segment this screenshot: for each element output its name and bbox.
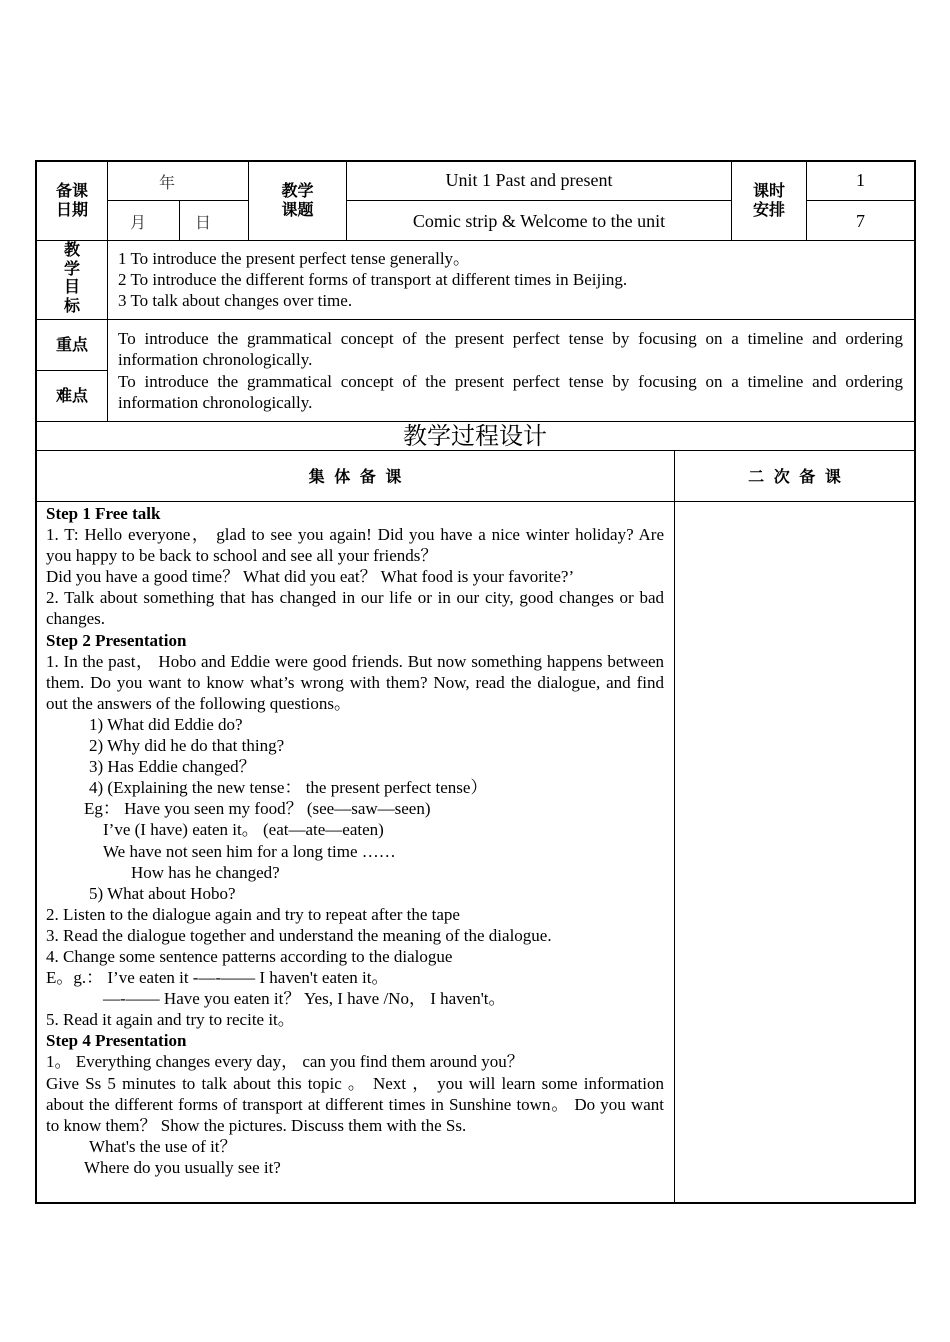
difficult-point-text: To introduce the grammatical concept of the present perfect tense by focusing on a timeline and ordering information chronologically. (118, 372, 903, 413)
objectives-list (118, 248, 903, 311)
step-heading: Step 2 Presentation (46, 630, 187, 650)
key-point-text: To introduce the grammatical concept of the present perfect tense by focusing on a timeline and ordering information chronologically. (118, 329, 903, 370)
example-line: We have not seen him for a long time …… (103, 841, 396, 861)
periods-label: 课时 安排 (752, 181, 785, 219)
month-label: 月 (129, 213, 146, 232)
objective-item: 3 To talk about changes over time. (118, 291, 353, 311)
paragraph: 5. Read it again and try to recite it。 (46, 1010, 295, 1030)
day-label: 日 (194, 213, 211, 232)
example-line: I’ve (I have) eaten it。 (eat—ate—eaten) (103, 820, 384, 840)
paragraph: 1. In the past， Hobo and Eddie were good friends. But now something happens between them. Do you want to know what’s wrong with them? Now, read the dialogue, and find out the answers of the following questions。 (46, 651, 664, 713)
question-item: 4) (Explaining the new tense： the present perfect tense） (89, 778, 488, 798)
paragraph: 1. T: Hello everyone， glad to see you again! Did you have a nice winter holiday? Are you happy to be back to school and see all your friends？ (46, 525, 664, 566)
paragraph: 4. Change some sentence patterns according to the dialogue (46, 946, 453, 966)
step-heading: Step 4 Presentation (46, 1031, 187, 1051)
paragraph: 2. Talk about something that has changed in our life or in our city, good changes or bad changes. (46, 588, 664, 629)
example-line: E。g.： I’ve eaten it -—-—— I haven't eaten it。 (46, 968, 389, 988)
paragraph: 2. Listen to the dialogue again and try to repeat after the tape (46, 904, 460, 924)
collective-prep-content (46, 503, 664, 1178)
paragraph: Give Ss 5 minutes to talk about this topic 。 Next ， you will learn some information about the different forms of transport at different times in Sunshine town。 Do you want to know them？ Show the pictures. Discuss them with the Ss. (46, 1073, 664, 1135)
year-label: 年 (158, 173, 175, 192)
question-item: Where do you usually see it? (84, 1157, 281, 1177)
objectives-label: 教 学 目 标 (63, 240, 80, 315)
question-item: What's the use of it？ (89, 1136, 237, 1156)
objective-item: 1 To introduce the present perfect tense generally。 (118, 249, 471, 268)
unit-title: Unit 1 Past and present (445, 170, 613, 190)
collective-prep-header: 集 体 备 课 (308, 467, 402, 486)
prep-date-label: 备课 日期 (55, 181, 88, 219)
period-number: 1 (856, 170, 865, 190)
period-total: 7 (856, 211, 865, 231)
step-heading: Step 1 Free talk (46, 504, 161, 523)
topic-label: 教学 课题 (281, 181, 314, 219)
lesson-title: Comic strip & Welcome to the unit (412, 211, 666, 231)
question-item: 1) What did Eddie do? (89, 714, 243, 734)
secondary-prep-content[interactable] (676, 503, 913, 1201)
example-line: Eg： Have you seen my food？ (see—saw—seen) (84, 799, 431, 819)
paragraph: 3. Read the dialogue together and understand the meaning of the dialogue. (46, 925, 552, 945)
example-line: —-—— Have you eaten it？ Yes, I have /No， I haven't。 (103, 989, 506, 1009)
question-item: 5) What about Hobo? (89, 883, 236, 903)
paragraph: Did you have a good time？ What did you eat？ What food is your favorite?’ (46, 567, 575, 587)
key-point-label: 重点 (55, 335, 88, 354)
paragraph: 1。 Everything changes every day， can you find them around you？ (46, 1052, 524, 1072)
process-title: 教学过程设计 (403, 422, 547, 450)
objective-item: 2 To introduce the different forms of transport at different times in Beijing. (118, 270, 628, 290)
secondary-prep-header: 二 次 备 课 (748, 467, 841, 486)
question-item: 2) Why did he do that thing? (89, 736, 285, 756)
question-item: 3) Has Eddie changed？ (89, 757, 256, 777)
example-line: How has he changed? (131, 862, 280, 882)
difficult-point-label: 难点 (55, 386, 88, 405)
